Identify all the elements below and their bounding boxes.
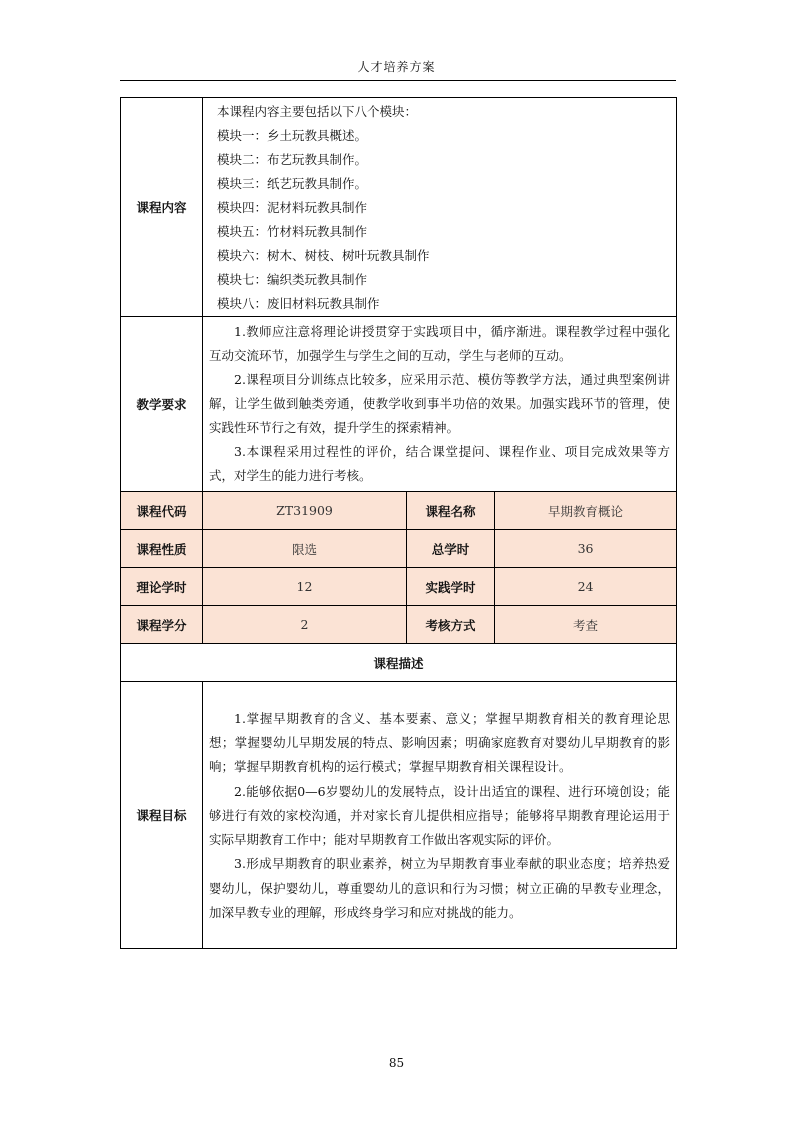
content-line: 模块六：树木、树枝、树叶玩教具制作 (217, 248, 430, 263)
content-line: 模块二：布艺玩教具制作。 (217, 152, 368, 167)
page-number: 85 (388, 1056, 405, 1070)
requirement-paragraph: 2.课程项目分训练点比较多，应采用示范、模仿等教学方法，通过典型案例讲解，让学生做到触类旁通，使教学收到事半功倍的效果。加强实践环节的管理，使实践性环节行之有效，提升学生的探索精神。 (209, 372, 671, 435)
content-line: 模块三：纸艺玩教具制作。 (217, 176, 368, 191)
content-line: 模块五：竹材料玩教具制作 (217, 224, 368, 239)
teaching-requirements-row (121, 317, 677, 492)
content-line: 本课程内容主要包括以下八个模块： (217, 104, 418, 119)
course-info-row (121, 606, 677, 644)
course-name-label: 课程名称 (407, 492, 495, 530)
course-content-label: 课程内容 (121, 98, 203, 317)
course-description-heading: 课程描述 (121, 644, 677, 682)
course-objectives-body (203, 682, 677, 949)
course-info-row (121, 568, 677, 606)
course-info-row (121, 492, 677, 530)
course-name-value: 早期教育概论 (495, 492, 677, 530)
teaching-requirements-body (203, 317, 677, 492)
practice-hours-label: 实践学时 (407, 568, 495, 606)
course-code-value: ZT31909 (203, 492, 407, 530)
requirement-paragraph: 3.本课程采用过程性的评价，结合课堂提问、课程作业、项目完成效果等方式，对学生的能力进行考核。 (209, 444, 671, 483)
objective-paragraph: 2.能够依据0—6岁婴幼儿的发展特点，设计出适宜的课程、进行环境创设；能够进行有效的家校沟通，并对家长育儿提供相应指导；能够将早期教育理论运用于实际早期教育工作中；能对早期教育工作做出客观实际的评价。 (209, 783, 671, 848)
objective-paragraph: 3.形成早期教育的职业素养，树立为早期教育事业奉献的职业态度；培养热爱婴幼儿，保护婴幼儿，尊重婴幼儿的意识和行为习惯；树立正确的早教专业理念，加深早教专业的理解，形成终身学习和应对挑战的能力。 (209, 856, 671, 921)
course-code-label: 课程代码 (121, 492, 203, 530)
objective-paragraph: 1.掌握早期教育的含义、基本要素、意义；掌握早期教育相关的教育理论思想；掌握婴幼儿早期发展的特点、影响因素；明确家庭教育对婴幼儿早期教育的影响；掌握早期教育机构的运行模式；掌握早期教育相关课程设计。 (209, 710, 671, 775)
course-nature-value: 限选 (203, 530, 407, 568)
course-nature-label: 课程性质 (121, 530, 203, 568)
course-objectives-label: 课程目标 (121, 682, 203, 949)
credits-label: 课程学分 (121, 606, 203, 644)
practice-hours-value: 24 (495, 568, 677, 606)
assessment-label: 考核方式 (407, 606, 495, 644)
credits-value: 2 (203, 606, 407, 644)
total-hours-value: 36 (495, 530, 677, 568)
total-hours-label: 总学时 (407, 530, 495, 568)
course-objectives-row (121, 682, 677, 949)
course-table (120, 97, 677, 949)
assessment-value: 考查 (495, 606, 677, 644)
theory-hours-label: 理论学时 (121, 568, 203, 606)
course-info-row (121, 530, 677, 568)
course-description-row (121, 644, 677, 682)
requirement-paragraph: 1.教师应注意将理论讲授贯穿于实践项目中，循序渐进。课程教学过程中强化互动交流环节，加强学生与学生之间的互动，学生与老师的互动。 (209, 324, 671, 363)
course-content-row (121, 98, 677, 317)
header-divider (120, 80, 676, 81)
content-line: 模块四：泥材料玩教具制作 (217, 200, 368, 215)
theory-hours-value: 12 (203, 568, 407, 606)
teaching-requirements-label: 教学要求 (121, 317, 203, 492)
page-header-title: 人才培养方案 (357, 60, 436, 74)
content-line: 模块八：废旧材料玩教具制作 (217, 296, 380, 311)
course-content-body (203, 98, 677, 317)
content-line: 模块七：编织类玩教具制作 (217, 272, 368, 287)
content-line: 模块一：乡土玩教具概述。 (217, 128, 368, 143)
